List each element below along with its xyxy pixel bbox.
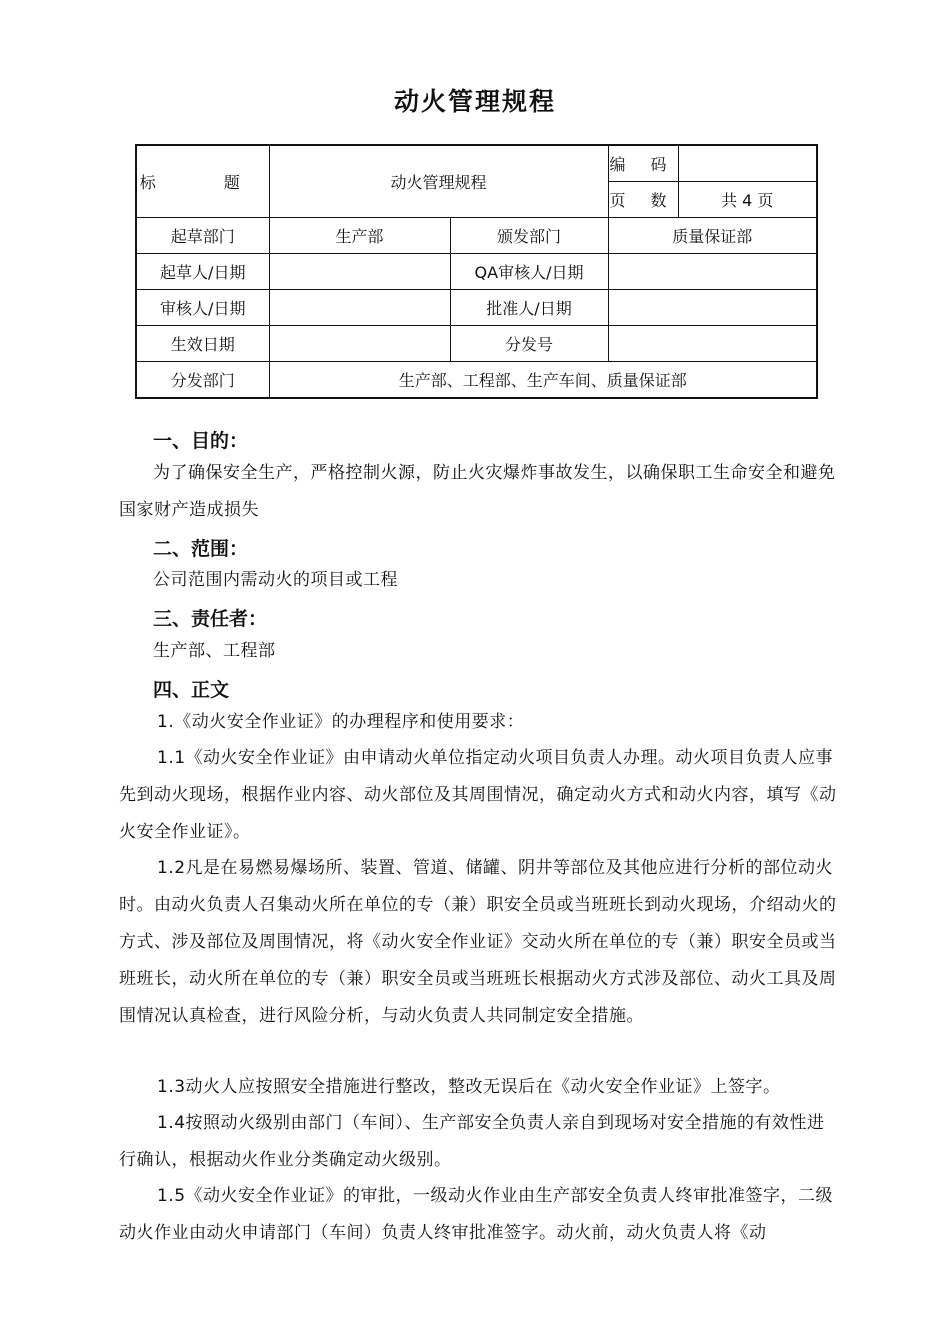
pages-label: 页 数: [608, 182, 678, 218]
drafter-value: [269, 254, 450, 290]
reviewer-value: [269, 290, 450, 326]
body-paragraph-1-5: 1.5《动火安全作业证》的审批，一级动火作业由生产部安全负责人终审批准签字，二级动火作业由动火申请部门（车间）负责人终审批准签字。动火前，动火负责人将《动: [119, 1186, 834, 1243]
title-label: 标 题: [136, 145, 269, 218]
qa-reviewer-value: [608, 254, 817, 290]
drafter-label: 起草人/日期: [136, 254, 269, 290]
issue-dept-value: 质量保证部: [608, 218, 817, 254]
scope-text: 公司范围内需动火的项目或工程: [153, 570, 398, 590]
responsibility-text: 生产部、工程部: [153, 641, 276, 661]
scope-heading: 二、范围：: [153, 538, 249, 560]
approver-value: [608, 290, 817, 326]
purpose-heading: 一、目的：: [153, 430, 249, 452]
body-heading: 四、正文: [153, 679, 230, 701]
body-paragraph-1: 1.《动火安全作业证》的办理程序和使用要求：: [157, 712, 525, 732]
effective-date-value: [269, 326, 450, 362]
distribution-dept-value: 生产部、工程部、生产车间、质量保证部: [269, 362, 817, 399]
document-title: 动火管理规程: [393, 87, 556, 116]
issue-dept-label: 颁发部门: [450, 218, 608, 254]
purpose-text: 为了确保安全生产，严格控制火源，防止火灾爆炸事故发生，以确保职工生命安全和避免国家财产造成损失: [119, 463, 836, 520]
code-label: 编 码: [608, 145, 678, 182]
code-value: [678, 145, 817, 182]
qa-reviewer-label: QA审核人/日期: [450, 254, 608, 290]
approver-label: 批准人/日期: [450, 290, 608, 326]
distribution-no-value: [608, 326, 817, 362]
draft-dept-value: 生产部: [269, 218, 450, 254]
body-paragraph-1-2: 1.2凡是在易燃易爆场所、装置、管道、储罐、阴井等部位及其他应进行分析的部位动火时。由动火负责人召集动火所在单位的专（兼）职安全员或当班班长到动火现场，介绍动火的方式、涉及部位及周围情况，将《动火安全作业证》交动火所在单位的专（兼）职安全员或当班班长，动火所在单位的专（兼）职安全员或当班班长根据动火方式涉及部位、动火工具及周围情况认真检查，进行风险分析，与动火负责人共同制定安全措施。: [119, 858, 837, 1026]
draft-dept-label: 起草部门: [136, 218, 269, 254]
distribution-dept-label: 分发部门: [136, 362, 269, 399]
distribution-no-label: 分发号: [450, 326, 608, 362]
responsibility-heading: 三、责任者：: [153, 608, 268, 630]
effective-date-label: 生效日期: [136, 326, 269, 362]
reviewer-label: 审核人/日期: [136, 290, 269, 326]
body-paragraph-1-4: 1.4按照动火级别由部门（车间）、生产部安全负责人亲自到现场对安全措施的有效性进行确认，根据动火作业分类确定动火级别。: [119, 1113, 825, 1170]
title-value: 动火管理规程: [269, 145, 608, 218]
pages-value: 共 4 页: [678, 182, 817, 218]
document-info-table: [135, 144, 818, 399]
body-paragraph-1-1: 1.1《动火安全作业证》由申请动火单位指定动火项目负责人办理。动火项目负责人应事先到动火现场，根据作业内容、动火部位及其周围情况，确定动火方式和动火内容，填写《动火安全作业证》。: [119, 748, 837, 842]
body-paragraph-1-3: 1.3动火人应按照安全措施进行整改，整改无误后在《动火安全作业证》上签字。: [157, 1077, 781, 1097]
